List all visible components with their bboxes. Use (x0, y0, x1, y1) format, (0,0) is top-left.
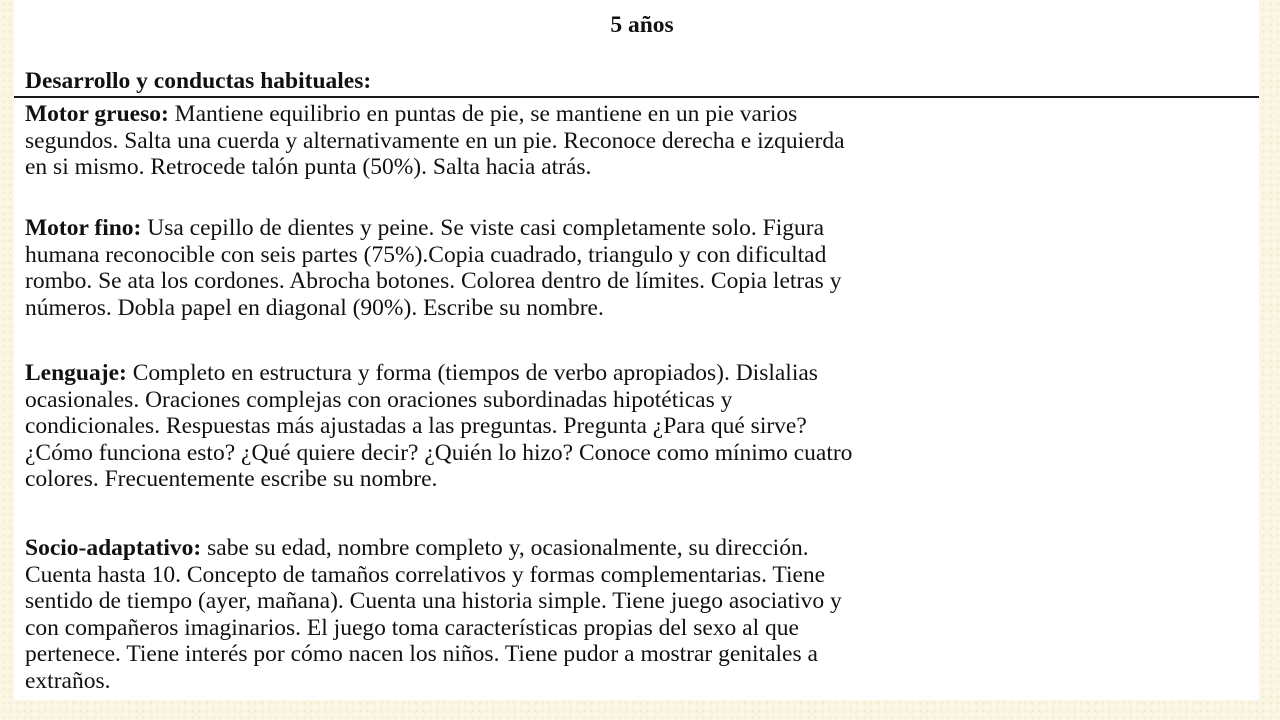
paragraph-line: extraños. (25, 667, 111, 694)
paragraph-label: Socio-adaptativo: (25, 535, 202, 561)
paragraph-socio-adaptativo (25, 535, 1257, 695)
paragraph-line: Cuenta hasta 10. Concepto de tamaños correlativos y formas complementarias. Tiene (25, 561, 826, 588)
section-heading: Desarrollo y conductas habituales: (25, 68, 372, 94)
paragraph-line: humana reconocible con seis partes (75%).Copia cuadrado, triangulo y con dificultad (25, 241, 827, 268)
paragraph-line: segundos. Salta una cuerda y alternativamente en un pie. Reconoce derecha e izquierda (25, 127, 845, 154)
paragraph-line: con compañeros imaginarios. El juego toma características propias del sexo al que (25, 614, 799, 641)
paragraph-line: pertenece. Tiene interés por cómo nacen los niños. Tiene pudor a mostrar genitales a (25, 641, 818, 668)
paragraph-line: colores. Frecuentemente escribe su nombre. (25, 466, 438, 493)
paragraph-label: Motor grueso: (25, 101, 169, 127)
paragraph-line: ocasionales. Oraciones complejas con oraciones subordinadas hipotéticas y (25, 386, 733, 413)
paragraph-lenguaje (25, 360, 1257, 493)
paragraph-line (25, 535, 1257, 562)
paragraph-line (25, 215, 1257, 242)
paragraph-text: sabe su edad, nombre completo y, ocasionalmente, su dirección. (201, 535, 809, 561)
paragraph-line: condicionales. Respuestas más ajustadas a las preguntas. Pregunta ¿Para qué sirve? (25, 413, 807, 440)
paragraph-line: ¿Cómo funciona esto? ¿Qué quiere decir? ¿Quién lo hizo? Conoce como mínimo cuatro (25, 439, 853, 466)
paragraph-motor-grueso (25, 101, 1257, 181)
paragraph-text: Completo en estructura y forma (tiempos de verbo apropiados). Dislalias (126, 360, 818, 386)
paragraph-motor-fino (25, 215, 1257, 321)
paragraph-line: sentido de tiempo (ayer, mañana). Cuenta una historia simple. Tiene juego asociativo y (25, 588, 842, 615)
document-page (14, 0, 1259, 700)
heading-divider (14, 96, 1259, 98)
paragraph-label: Lenguaje: (25, 360, 127, 386)
paragraph-text: Mantiene equilibrio en puntas de pie, se mantiene en un pie varios (168, 101, 798, 127)
paragraph-line: en si mismo. Retrocede talón punta (50%). Salta hacia atrás. (25, 154, 592, 181)
paragraph-line (25, 360, 1257, 387)
paragraph-text: Usa cepillo de dientes y peine. Se viste casi completamente solo. Figura (141, 215, 825, 241)
paragraph-line (25, 101, 1257, 128)
paragraph-label: Motor fino: (25, 215, 142, 241)
paragraph-line: rombo. Se ata los cordones. Abrocha botones. Colorea dentro de límites. Copia letras y (25, 268, 842, 295)
page-title: 5 años (610, 12, 674, 38)
paragraph-line: números. Dobla papel en diagonal (90%). Escribe su nombre. (25, 294, 604, 321)
